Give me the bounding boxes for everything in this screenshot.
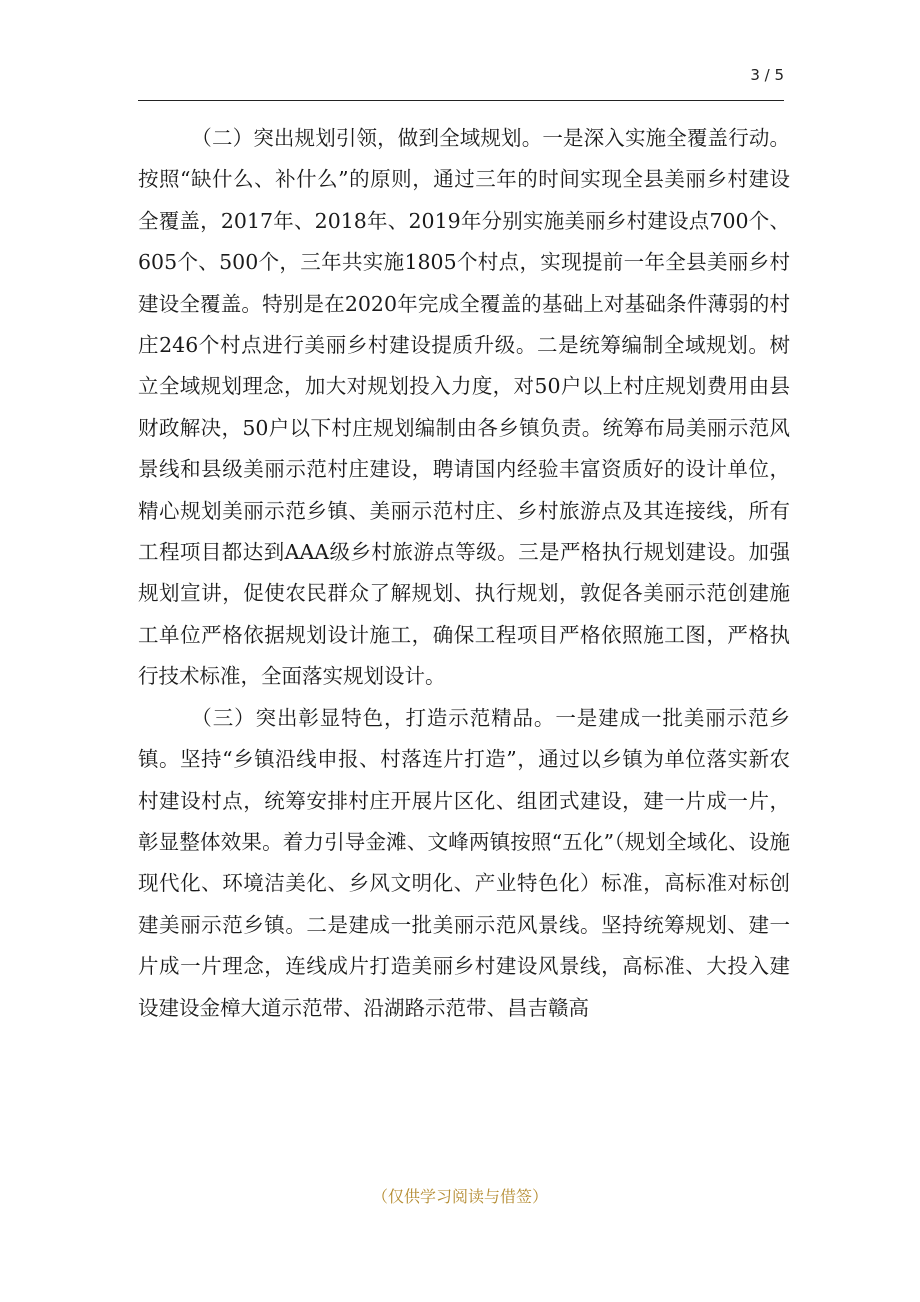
document-body [138, 118, 790, 1029]
page-number: 3 / 5 [750, 66, 784, 84]
paragraph-characteristics: （三）突出彰显特色，打造示范精品。一是建成一批美丽示范乡镇。坚持“乡镇沿线申报、村落连片打造”，通过以乡镇为单位落实新农村建设村点，统筹安排村庄开展片区化、组团式建设，建一片成一片，彰显整体效果。着力引导金滩、文峰两镇按照“五化”（规划全域化、设施现代化、环境洁美化、乡风文明化、产业特色化）标准，高标准对标创建美丽示范乡镇。二是建成一批美丽示范风景线。坚持统筹规划、建一片成一片理念，连线成片打造美丽乡村建设风景线，高标准、大投入建设建设金樟大道示范带、沿湖路示范带、昌吉赣高 [138, 705, 790, 1020]
header-divider [138, 100, 784, 101]
footer-disclaimer: （仅供学习阅读与借签） [371, 1187, 548, 1206]
paragraph-planning: （二）突出规划引领，做到全域规划。一是深入实施全覆盖行动。按照“缺什么、补什么”的原则，通过三年的时间实现全县美丽乡村建设全覆盖，2017年、2018年、2019年分别实施美丽乡村建设点700个、605个、500个，三年共实施1805个村点，实现提前一年全县美丽乡村建设全覆盖。特别是在2020年完成全覆盖的基础上对基础条件薄弱的村庄246个村点进行美丽乡村建设提质升级。二是统筹编制全域规划。树立全域规划理念，加大对规划投入力度，对50户以上村庄规划费用由县财政解决，50户以下村庄规划编制由各乡镇负责。统筹布局美丽示范风景线和县级美丽示范村庄建设，聘请国内经验丰富资质好的设计单位，精心规划美丽示范乡镇、美丽示范村庄、乡村旅游点及其连接线，所有工程项目都达到AAA级乡村旅游点等级。三是严格执行规划建设。加强规划宣讲，促使农民群众了解规划、执行规划，敦促各美丽示范创建施工单位严格依据规划设计施工，确保工程项目严格依照施工图，严格执行技术标准，全面落实规划设计。 [138, 126, 790, 689]
